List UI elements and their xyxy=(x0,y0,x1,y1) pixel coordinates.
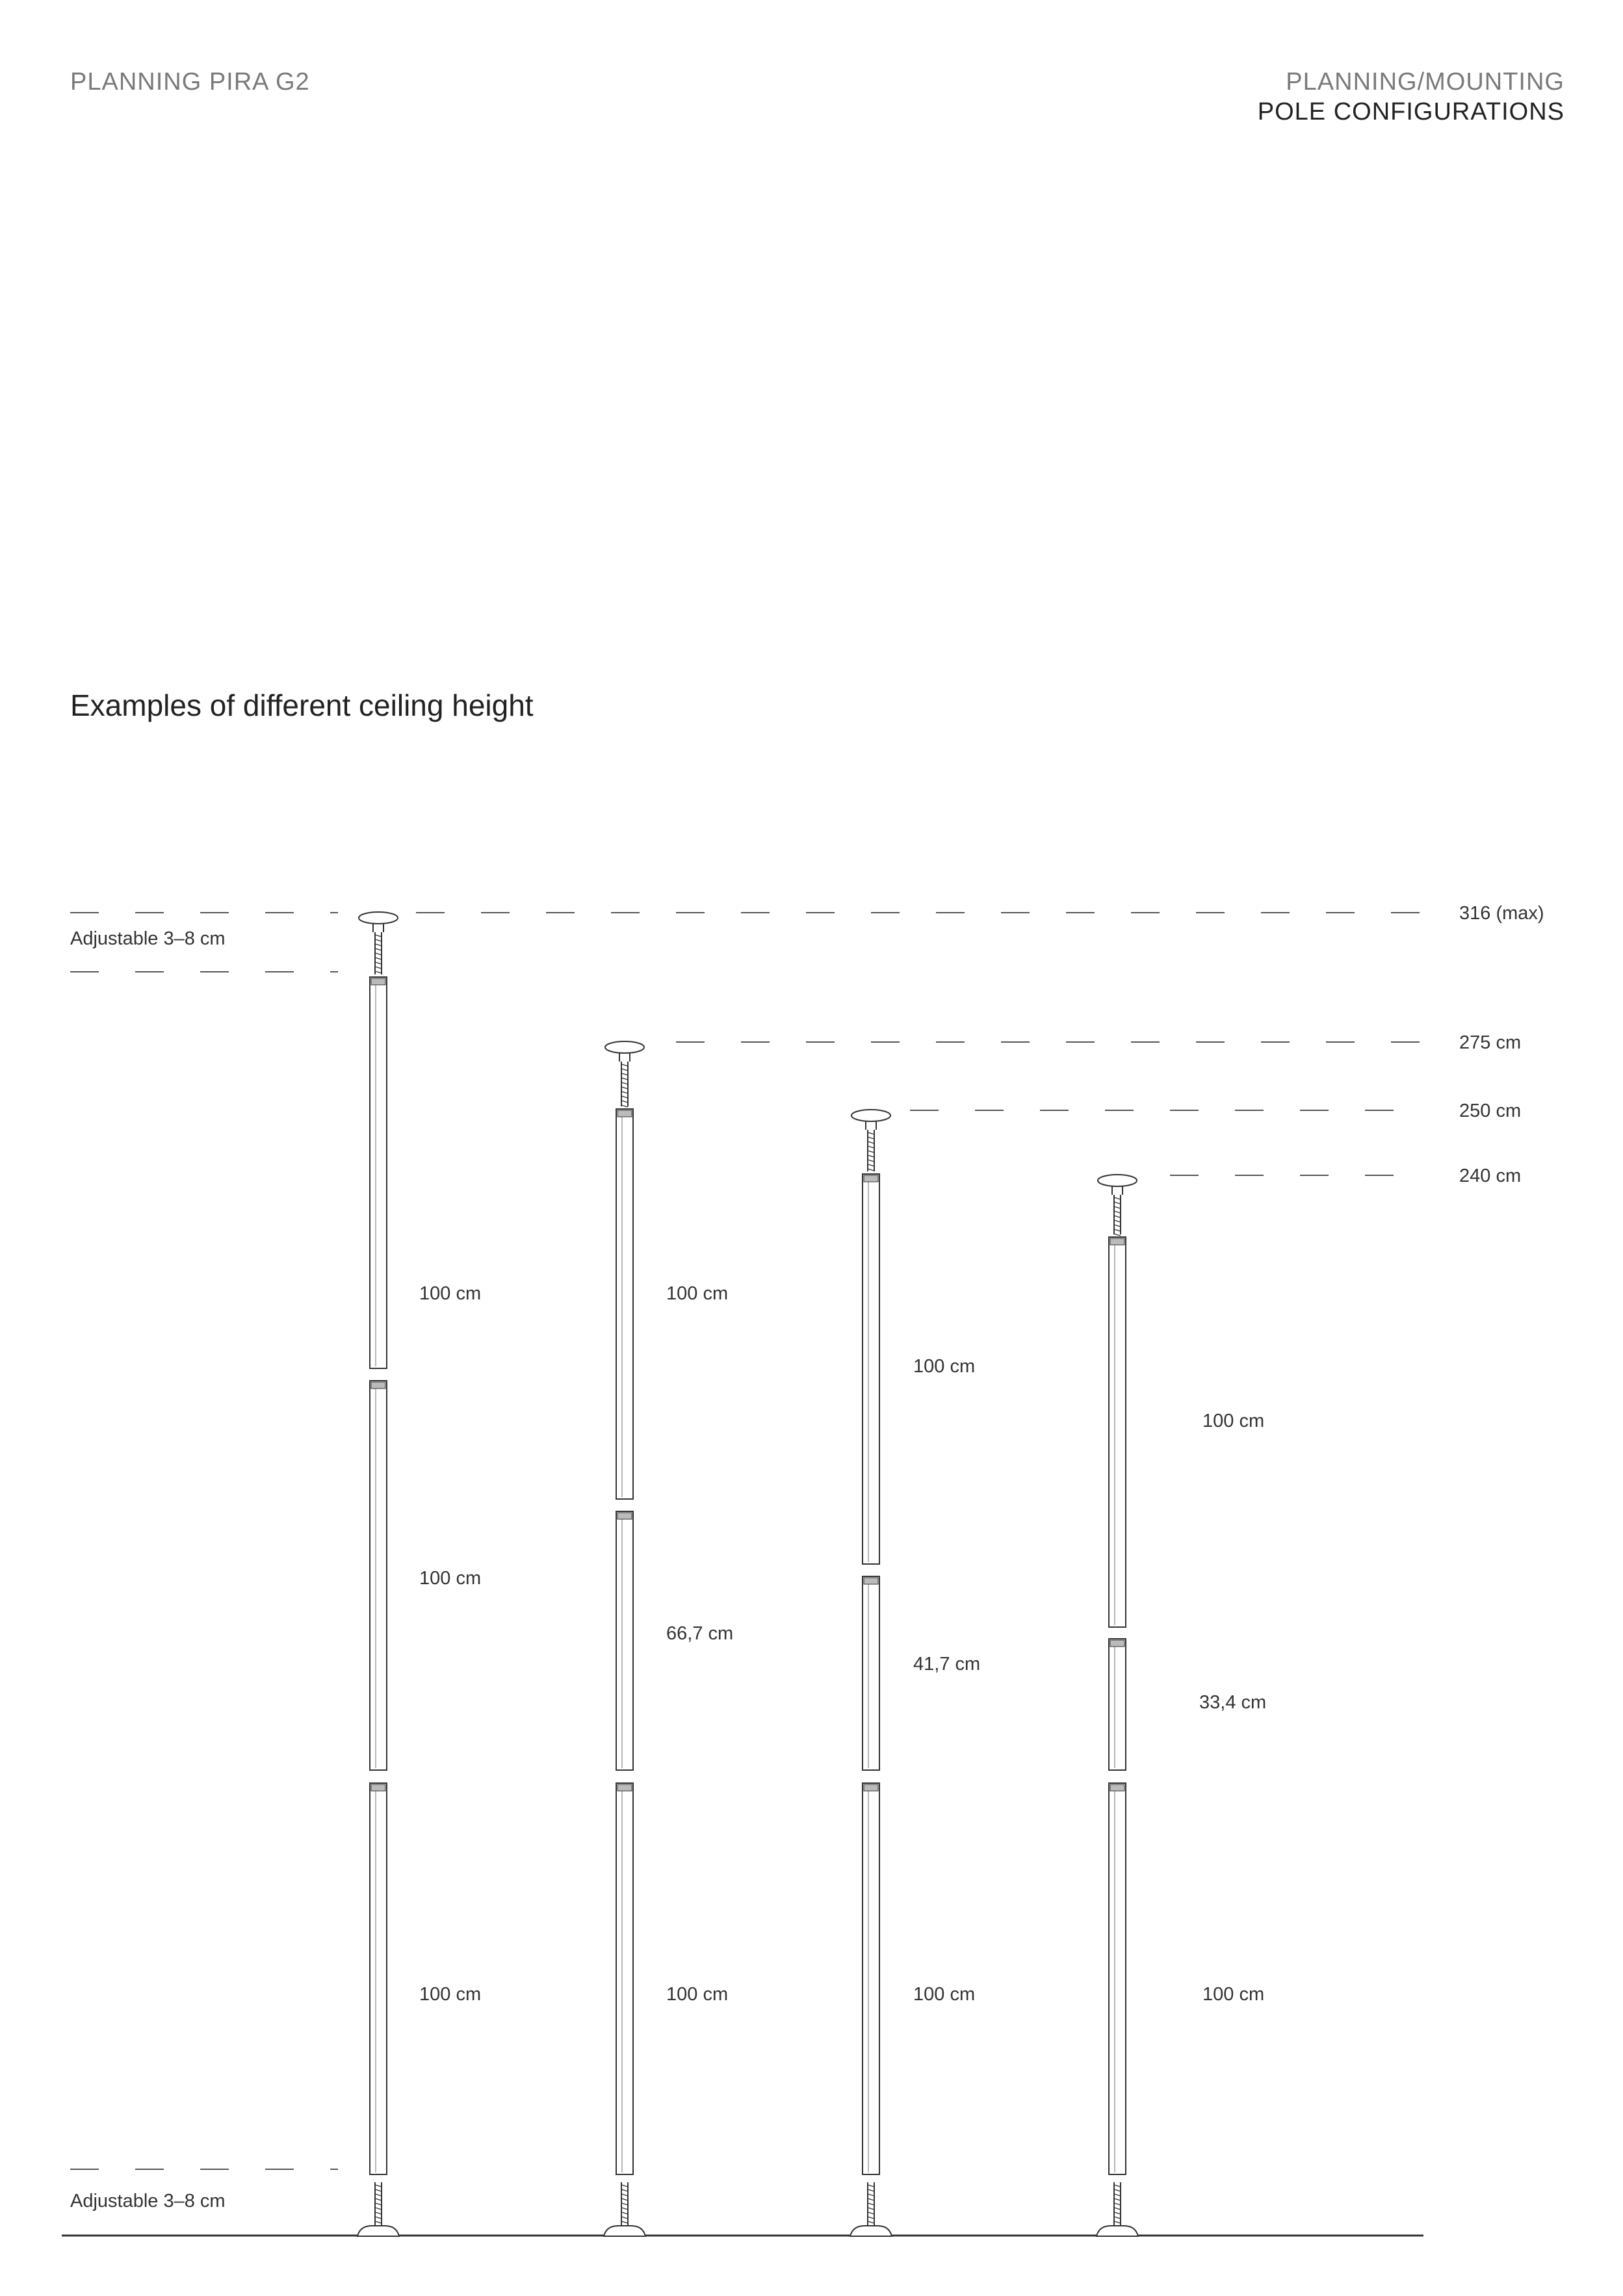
segment-body xyxy=(1109,1237,1126,1627)
screw-thread xyxy=(621,1096,628,1098)
floor-foot xyxy=(357,2226,399,2236)
screw-thread xyxy=(1114,1202,1121,1204)
segment-body xyxy=(616,1783,633,2174)
screw-thread xyxy=(868,1164,874,1166)
screw-thread xyxy=(621,2194,628,2196)
screw-thread xyxy=(1114,1216,1121,1218)
ceiling-plate xyxy=(851,1110,890,1121)
screw-thread xyxy=(621,1073,628,1075)
ceiling-height-label-2: 275 cm xyxy=(1459,1032,1522,1053)
floor-foot xyxy=(604,2226,645,2236)
pole-segment xyxy=(1109,1237,1126,1627)
adjustable-top-label: Adjustable 3–8 cm xyxy=(70,928,226,949)
ceiling-plate xyxy=(605,1041,644,1053)
screw-thread xyxy=(375,2185,382,2187)
screw-thread xyxy=(868,1155,874,1157)
pole-4 xyxy=(1097,1175,1138,2236)
screw-thread xyxy=(1114,1234,1121,1236)
screw-thread xyxy=(375,2217,382,2219)
screw-thread xyxy=(621,2217,628,2219)
pole-segment xyxy=(370,977,387,1368)
pole-segment xyxy=(616,1783,633,2174)
screw-thread xyxy=(621,1069,628,1071)
screw-thread xyxy=(1114,2221,1121,2223)
ceiling-height-label-3: 250 cm xyxy=(1459,1101,1522,1121)
bottom-threaded-rod xyxy=(375,2182,382,2226)
segment-length-label: 100 cm xyxy=(666,1283,729,1304)
header-topic: POLE CONFIGURATIONS xyxy=(1257,98,1565,125)
segment-body xyxy=(863,1174,879,1564)
screw-thread xyxy=(1114,2217,1121,2219)
segment-body xyxy=(370,1381,387,1770)
screw-thread xyxy=(1114,1197,1121,1199)
screw-thread xyxy=(1114,1207,1121,1208)
screw-thread xyxy=(375,967,382,969)
screw-thread xyxy=(375,2212,382,2214)
screw-thread xyxy=(621,2203,628,2205)
screw-thread xyxy=(621,2208,628,2210)
screw-thread xyxy=(1114,2185,1121,2187)
document-header-left: PLANNING PIRA G2 xyxy=(70,68,310,96)
floor-foot xyxy=(1097,2226,1138,2236)
screw-thread xyxy=(1114,2198,1121,2200)
top-threaded-rod xyxy=(375,932,382,974)
segment-end-cap xyxy=(617,1784,632,1791)
screw-thread xyxy=(868,1141,874,1143)
screw-thread xyxy=(621,1064,628,1066)
segment-body xyxy=(370,977,387,1368)
segment-length-label: 100 cm xyxy=(419,1984,482,2005)
screw-thread xyxy=(1114,1229,1121,1231)
bottom-threaded-rod xyxy=(868,2182,874,2226)
screw-thread xyxy=(1114,1225,1121,1227)
pole-3 xyxy=(850,1110,892,2236)
screw-thread xyxy=(375,958,382,959)
segment-body xyxy=(616,1109,633,1499)
segment-length-label: 100 cm xyxy=(1202,1984,1265,2005)
segment-body xyxy=(616,1511,633,1770)
screw-thread xyxy=(621,2221,628,2223)
segment-body xyxy=(863,1783,879,2174)
segment-length-label: 100 cm xyxy=(1202,1411,1265,1431)
pole-segment xyxy=(863,1783,879,2174)
segment-body xyxy=(863,1576,879,1770)
screw-thread xyxy=(375,935,382,937)
segment-body xyxy=(370,1783,387,2174)
screw-thread xyxy=(621,1101,628,1102)
segment-body xyxy=(1109,1783,1126,2174)
screw-thread xyxy=(375,944,382,946)
pole-segment xyxy=(370,1783,387,2174)
screw-thread xyxy=(1114,2212,1121,2214)
top-threaded-rod xyxy=(1114,1195,1121,1236)
screw-thread xyxy=(375,2221,382,2223)
segment-length-label: 100 cm xyxy=(419,1283,482,1304)
screw-thread xyxy=(868,2189,874,2191)
segment-length-label: 33,4 cm xyxy=(1199,1692,1267,1713)
segment-end-cap xyxy=(371,1382,385,1389)
segment-length-label: 100 cm xyxy=(913,1356,976,1377)
screw-thread xyxy=(868,1132,874,1134)
screw-thread xyxy=(1114,2208,1121,2210)
segment-end-cap xyxy=(1110,1238,1124,1245)
screw-thread xyxy=(621,1087,628,1089)
pole-segment xyxy=(616,1511,633,1770)
screw-thread xyxy=(375,2194,382,2196)
segment-length-label: 41,7 cm xyxy=(913,1654,981,1675)
segment-end-cap xyxy=(617,1513,632,1519)
segment-end-cap xyxy=(864,1175,878,1182)
segment-body xyxy=(1109,1639,1126,1770)
screw-thread xyxy=(375,2198,382,2200)
segment-length-label: 100 cm xyxy=(666,1984,729,2005)
pole-segment xyxy=(1109,1783,1126,2174)
screw-thread xyxy=(621,2212,628,2214)
screw-thread xyxy=(868,2217,874,2219)
screw-thread xyxy=(868,2185,874,2187)
screw-thread xyxy=(1114,2194,1121,2196)
screw-thread xyxy=(375,2189,382,2191)
screw-thread xyxy=(868,2208,874,2210)
pole-segment xyxy=(1109,1639,1126,1770)
screw-thread xyxy=(375,962,382,964)
segment-end-cap xyxy=(371,978,385,985)
screw-thread xyxy=(621,1082,628,1084)
screw-thread xyxy=(868,2212,874,2214)
segment-end-cap xyxy=(864,1578,878,1584)
ceiling-plate xyxy=(359,912,398,924)
screw-thread xyxy=(375,939,382,941)
screw-thread xyxy=(621,2185,628,2187)
screw-thread xyxy=(621,1078,628,1080)
screw-thread xyxy=(375,971,382,973)
pole-segment xyxy=(370,1381,387,1770)
screw-thread xyxy=(868,2221,874,2223)
segment-end-cap xyxy=(1110,1640,1124,1647)
pole-segment xyxy=(863,1174,879,1564)
pole-segment xyxy=(863,1576,879,1770)
screw-thread xyxy=(1114,1220,1121,1222)
screw-thread xyxy=(868,1151,874,1153)
screw-thread xyxy=(621,1091,628,1093)
screw-thread xyxy=(375,2208,382,2210)
bottom-threaded-rod xyxy=(621,2182,628,2226)
bottom-threaded-rod xyxy=(1114,2182,1121,2226)
screw-thread xyxy=(868,2203,874,2205)
segment-end-cap xyxy=(371,1784,385,1791)
segment-length-label: 100 cm xyxy=(913,1984,976,2005)
top-threaded-rod xyxy=(621,1062,628,1107)
screw-thread xyxy=(621,2189,628,2191)
pole-2 xyxy=(604,1041,645,2236)
screw-thread xyxy=(1114,1211,1121,1213)
pole-segment xyxy=(616,1109,633,1499)
segment-end-cap xyxy=(1110,1784,1124,1791)
header-category: PLANNING/MOUNTING xyxy=(1286,68,1565,96)
screw-thread xyxy=(868,1137,874,1139)
screw-thread xyxy=(1114,2189,1121,2191)
screw-thread xyxy=(621,2198,628,2200)
floor-foot xyxy=(850,2226,892,2236)
adjustable-bottom-label: Adjustable 3–8 cm xyxy=(70,2191,226,2211)
ceiling-height-label-1: 316 (max) xyxy=(1459,903,1544,924)
screw-thread xyxy=(375,948,382,950)
segment-length-label: 66,7 cm xyxy=(666,1623,734,1644)
segment-length-label: 100 cm xyxy=(419,1568,482,1589)
screw-thread xyxy=(868,2198,874,2200)
screw-thread xyxy=(375,953,382,955)
ceiling-plate xyxy=(1098,1175,1137,1186)
screw-thread xyxy=(868,1169,874,1171)
screw-thread xyxy=(621,1105,628,1107)
segment-end-cap xyxy=(617,1110,632,1117)
screw-thread xyxy=(868,1146,874,1148)
screw-thread xyxy=(375,2203,382,2205)
screw-thread xyxy=(1114,2203,1121,2205)
screw-thread xyxy=(868,1160,874,1162)
ceiling-height-label-4: 240 cm xyxy=(1459,1166,1522,1186)
top-threaded-rod xyxy=(868,1130,874,1171)
section-title: Examples of different ceiling height xyxy=(70,688,534,722)
pole-1 xyxy=(357,912,399,2236)
screw-thread xyxy=(868,2194,874,2196)
segment-end-cap xyxy=(864,1784,878,1791)
